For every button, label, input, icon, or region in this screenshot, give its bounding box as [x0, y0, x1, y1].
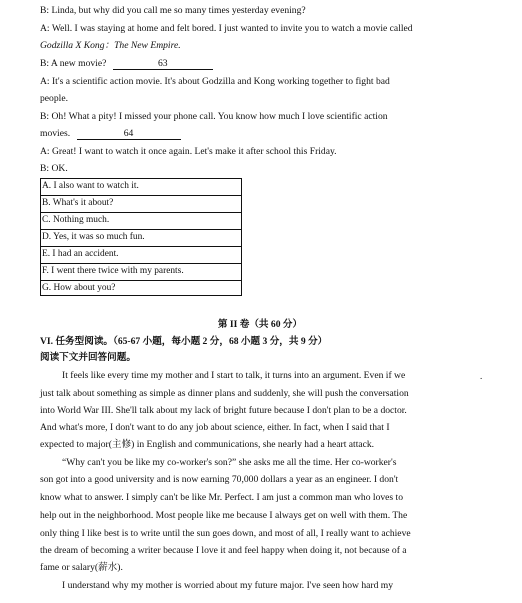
option-a: A. I also want to watch it. — [42, 181, 139, 191]
passage-line-11: the dream of becoming a writer because I love it and feel happy when doing it, not because of a — [40, 545, 407, 556]
passage-line-6: “Why can't you be like my co-worker's son?” she asks me all the time. Her co-worker's — [62, 457, 397, 468]
dialogue-line-9: A: Great! I want to watch it once again. Let's make it after school this Friday. — [40, 146, 337, 157]
option-divider — [41, 212, 241, 213]
dialogue-line-4 — [40, 57, 480, 70]
passage-line-4: And what's more, I don't want to do any job about science, either. In fact, when I said that I — [40, 422, 390, 433]
option-g: G. How about you? — [42, 283, 116, 293]
dialogue-line-4-text: B: A new movie? — [40, 58, 107, 69]
passage-line-7: son got into a good university and is now earning 70,000 dollars a year as an engineer. I don't — [40, 474, 399, 485]
option-d: D. Yes, it was so much fun. — [42, 232, 145, 242]
passage-line-1: It feels like every time my mother and I start to talk, it turns into an argument. Even if we — [62, 370, 406, 381]
option-divider — [41, 246, 241, 247]
option-c: C. Nothing much. — [42, 215, 110, 225]
dialogue-line-1: B: Linda, but why did you call me so many times yesterday evening? — [40, 5, 306, 16]
dialogue-line-8-text: movies. — [40, 128, 71, 139]
reading-instruction: 阅读下文并回答问题。 — [40, 352, 136, 363]
dialogue-line-5: A: It's a scientific action movie. It's about Godzilla and Kong working together to fight bad — [40, 76, 390, 87]
dialogue-line-3: Godzilla X Kong：The New Empire. — [40, 40, 181, 51]
passage-line-9: help out in the neighborhood. Most people like me because I always get on well with them. The — [40, 510, 408, 521]
section-title: 第 II 卷（共 60 分） — [217, 319, 303, 330]
part-heading: VI. 任务型阅读。（65-67 小题，每小题 2 分，68 小题 3 分，共 9 分） — [40, 336, 328, 347]
passage-line-12: fame or salary(薪水). — [40, 562, 123, 573]
dialogue-line-8 — [40, 127, 480, 140]
blank-63: 63 — [113, 58, 213, 70]
passage-line-3: into World War III. She'll talk about my lack of bright future because I don't plan to be a doctor. — [40, 405, 407, 416]
passage-line-10: only thing I like best is to write until the sun goes down, and most of all, I really want to achieve — [40, 528, 411, 539]
passage-line-8: know what to answer. I simply can't be like Mr. Perfect. I am just a common man who loves to — [40, 492, 404, 503]
option-f: F. I went there twice with my parents. — [42, 266, 184, 276]
passage-line-5: expected to major(主修) in English and communications, she nearly had a heart attack. — [40, 439, 375, 450]
option-b: B. What's it about? — [42, 198, 114, 208]
dialogue-line-6: people. — [40, 93, 68, 104]
option-divider — [41, 263, 241, 264]
passage-line-2: just talk about something as simple as dinner plans and suddenly, she will push the conversation — [40, 388, 409, 399]
option-divider — [41, 229, 241, 230]
option-divider — [41, 280, 241, 281]
dialogue-line-7: B: Oh! What a pity! I missed your phone call. You know how much I love scientific action — [40, 111, 388, 122]
dialogue-line-10: B: OK. — [40, 163, 68, 174]
dialogue-line-2: A: Well. I was staying at home and felt bored. I just wanted to invite you to watch a movie called — [40, 23, 413, 34]
passage-line-13: I understand why my mother is worried about my future major. I've seen how hard my — [62, 580, 394, 591]
option-e: E. I had an accident. — [42, 249, 119, 259]
blank-64: 64 — [77, 128, 181, 140]
options-box — [40, 178, 242, 296]
option-divider — [41, 195, 241, 196]
margin-mark: . — [480, 371, 483, 381]
